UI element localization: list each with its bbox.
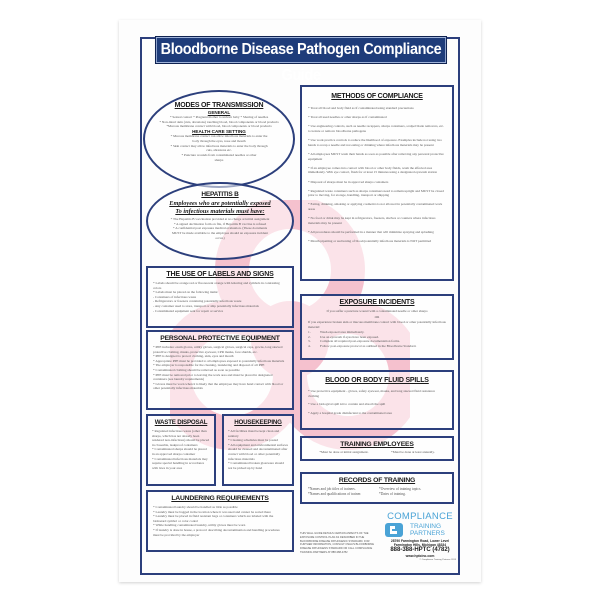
general-item: *Mucous membrane contact with blood, blood components or blood products	[166, 124, 272, 129]
health-care-item: * Mucous membrane contact can allow infectious materials to enter the body through the eyes, nose and mouth	[170, 134, 268, 143]
methods-item: * Use engineering controls, such as needle recappers, sharps containers, scalpel blade removers, etc. to isolate or remove bloodborne pathogens	[308, 124, 444, 133]
ppe-item: * Gloves must be worn when it is likely that the employee may have hand contact with blood or other potentially infectious materials	[153, 381, 284, 391]
records-of-training-section	[300, 472, 454, 504]
housekeeping-item: * All facilities must be kept clean and sanitary	[228, 429, 280, 438]
ppe-list	[153, 345, 287, 391]
hepatitis-b-item: * The Hepatitis B vaccination provided at no charge at initial assignment	[170, 217, 270, 221]
waste-item: * Contaminated sharps should be placed in an approved sharps container	[152, 447, 207, 456]
labels-item: - Contaminated equipment sent for repair or service	[153, 308, 224, 313]
labels-item: * Labels must be placed on the following items:	[153, 290, 219, 295]
modes-heading: MODES OF TRANSMISSION	[174, 102, 264, 109]
ppe-heading: PERSONAL PROTECTIVE EQUIPMENT	[160, 335, 280, 342]
ppe-section	[146, 330, 294, 410]
step-text: Use an eyewash if eyes have been exposed.	[320, 334, 379, 339]
methods-of-compliance-section	[300, 85, 454, 281]
health-care-subheading: HEALTH CARE SETTING	[192, 129, 246, 135]
copyright: © Compliance Training Partners 2013	[419, 559, 456, 562]
exposure-or: OR	[374, 314, 380, 319]
ppe-item: * Contaminated clothing should be removed as soon as possible	[153, 367, 240, 372]
methods-item: * Regulated waste containers such as sharps containers need to remain upright and MUST be closed prior to moving, for storage, handling, transport or shipping	[308, 188, 444, 198]
waste-disposal-section	[146, 414, 216, 486]
housekeeping-item: * Cleaning schedules must be posted	[228, 438, 279, 443]
housekeeping-item: * All equipment and environmental surfaces should be cleaned and decontaminated after contact with blood or other potentially infectious materials	[228, 442, 288, 461]
labels-item: - Any container used to store, transport or ship potentially infectious materials	[153, 303, 259, 308]
hepatitis-b-item: * A confidential post exposure medical evaluation. (These documents MUST be made available to the employee should an exposure incident occur.)	[172, 226, 268, 240]
health-care-item: * Skin contact may allow infectious materials to enter the body through cuts, abrasions etc.	[170, 143, 268, 153]
laundering-heading: LAUNDERING REQUIREMENTS	[171, 495, 269, 502]
methods-item: * Treat all blood and body fluid as if contaminated using standard precautions	[308, 106, 414, 110]
exposure-intro: If you suffer a puncture wound with a contaminated needle or other sharps	[326, 309, 428, 313]
housekeeping-heading: HOUSEKEEPING	[234, 419, 282, 426]
labels-list	[153, 281, 287, 313]
company-logo	[384, 512, 456, 570]
labels-and-signs-section	[146, 266, 294, 328]
laundering-item: * Contaminated laundry should be handled as little as possible	[153, 505, 238, 509]
labels-heading: THE USE OF LABELS AND SIGNS	[166, 271, 274, 278]
methods-item: * Disposal of sharps must be in approved sharps containers	[308, 179, 389, 184]
logo-compliance: COMPLIANCE	[387, 511, 453, 522]
general-subheading: GENERAL	[207, 110, 231, 115]
laundering-item: * If laundry is done in house, a protocol describing decontamination and handling procedures must be provided by the employer	[153, 527, 280, 537]
hepatitis-b-heading: HEPATITIS B	[201, 191, 239, 198]
hepatitis-b-item: * A signed declination form on file, if Hepatitis B vaccine is refused	[173, 221, 267, 226]
hepatitis-b-subheading-1: Employees who are potentially exposed	[169, 200, 271, 207]
spills-list	[308, 389, 446, 415]
methods-item: * No food or drink may be kept in refrigerators, freezers, shelves or counters where infectious materials may be present	[308, 216, 436, 225]
training-item: *Must be done at least annually.	[391, 450, 435, 454]
ppe-item: * Appropriate PPE must be provided to all employees exposed to potentially infectious materials	[153, 358, 285, 363]
housekeeping-list	[228, 429, 288, 470]
website: www.hptcinc.com	[405, 554, 435, 559]
ppe-item: * PPE includes: exam gloves, utility gloves, surgical gloves, surgical caps, gowns, long sleeved protective clothing, masks, protective eyewear, CPR masks, face shields, etc.	[153, 345, 283, 354]
step-number: 4.	[308, 343, 311, 348]
waste-list	[152, 429, 210, 470]
waste-item: * Contaminated infectious materials may require special handling in accordance with laws in your area	[152, 456, 208, 470]
step-number: 3.	[308, 339, 311, 344]
step-text: Complete all required post-exposure documentation forms.	[320, 339, 401, 344]
methods-item: * Mouth pipetting or suctioning of blood/potentially infectious materials is NOT permitted	[308, 239, 432, 244]
spills-heading: BLOOD OR BODY FLUID SPILLS	[325, 377, 429, 384]
training-item: *Must be done at initial assignment.	[319, 450, 369, 454]
step-number: 2.	[308, 334, 311, 339]
spills-item: * Use a biological spill kit to contain and absorb the spill	[308, 402, 386, 407]
labels-item: - Refrigerators or freezers containing potentially infectious waste	[153, 299, 242, 304]
general-item: * Sexual contact * Pregnant mother to unborn baby * Sharing of needles	[169, 115, 269, 119]
methods-item: * All employees MUST wash their hands as soon as possible after removing any personal protective equipment	[308, 151, 444, 161]
health-care-item: * Puncture wounds from contaminated needles or other sharps	[181, 152, 257, 162]
methods-item: * Use work practice controls to reduce the likelihood of exposure. Examples include not using two hands to recap a needle and not eating or drinking where infectious materials may be present	[308, 138, 442, 147]
ppe-item: * PPE is designed to protect clothing, skin, eyes and mouth	[153, 354, 234, 359]
address-line-2: Farmington Hills, Michigan 48334	[393, 543, 447, 548]
exposure-heading: EXPOSURE INCIDENTS	[339, 299, 415, 306]
laundering-item: * While handling contaminated laundry, utility gloves must be worn	[153, 523, 246, 528]
modes-of-transmission-section	[143, 90, 295, 188]
training-heading: TRAINING EMPLOYEES	[340, 441, 414, 448]
methods-item: * Eating, drinking, smoking or applying cosmetics is not allowed in potentially contaminated work areas	[308, 202, 443, 212]
spills-item: * Apply a hospital grade disinfectant to the contaminated area	[308, 410, 392, 415]
hepatitis-b-subheading-2: To infectious materials must have:	[175, 208, 265, 215]
exposure-step	[308, 344, 446, 349]
methods-item: * Treat all used needles or other sharps as if contaminated	[308, 115, 387, 120]
step-text: Follow post-exposure protocol as outlined in the Bloodborne Standard.	[320, 343, 417, 348]
methods-heading: METHODS OF COMPLIANCE	[331, 93, 423, 100]
logo-training: TRAINING	[410, 522, 442, 530]
exposure-incidents-section	[300, 294, 454, 360]
labels-item: - Containers of infectious waste	[153, 294, 197, 299]
phone-number: 888-388-HPTC (4782)	[390, 547, 450, 554]
records-item: *Names and job titles of trainers.	[308, 487, 356, 491]
training-employees-section	[300, 436, 454, 461]
labels-item: * Labels should be orange red or fluorescent orange with lettering and symbols in contrasting colors	[153, 281, 280, 290]
spills-item: * Use protective equipment - gloves, safety eyewear, masks, and long sleeved fluid resistance clothing	[308, 389, 435, 398]
housekeeping-item: * Contaminated broken glassware should not be picked up by hand	[228, 461, 284, 470]
ppe-item: * The employer is responsible for the cleaning, laundering and disposal of all PPE	[153, 363, 265, 368]
laundering-item: * Laundry must be placed in fluid resistant bags or containers which are labeled with the biohazard symbol or color coded	[153, 514, 274, 523]
address-line-1: 28790 Farmington Road, Lower Level	[390, 539, 450, 543]
laundering-item: * Laundry must be bagged in the location where it was used and cannot be sorted there	[153, 509, 271, 514]
hepatitis-b-section	[146, 182, 294, 260]
footer-disclaimer: THIS WALL GUIDE DETAILS CERTAIN ASPECTS OF THE EXPOSURE CONTROL PLAN AS DESCRIBED IN THE BLOODBORNE DISEASE PATHOGENIC STANDARD. FOR FURTHER INFORMATION, CONSULT OSHA'S BLOODBORNE DISEASE PATHOGENS STANDARD OR CALL COMPLIANCE TRAINING PARTNERS AT 888-388-4782	[300, 532, 374, 554]
step-number: 1.	[308, 329, 311, 334]
waste-heading: WASTE DISPOSAL	[154, 419, 208, 426]
records-item: *Overview of training topics.	[379, 487, 422, 491]
step-text: Wash exposed area immediately.	[320, 329, 365, 334]
methods-list	[308, 106, 446, 244]
general-item: * Non-intact skin (cuts, abrasions) touching blood, blood components or blood products	[159, 119, 279, 124]
ppe-item: * PPE must be removed prior to leaving the work area and must be placed in designated containers (see laundry requirements)	[153, 372, 273, 382]
poster-title: Bloodborne Disease Pathogen Compliance Guide	[155, 36, 447, 64]
waste-item: * Regulated infectious waste (other than sharps, which has not already been rendered non-infectious) should be placed in closeable, leakproof containers	[152, 429, 210, 447]
records-item: *Dates of training.	[379, 491, 406, 496]
records-heading: RECORDS OF TRAINING	[338, 477, 416, 484]
records-item: *Names and qualifications of trainer.	[308, 491, 362, 496]
laundering-section	[146, 490, 294, 552]
laundering-list	[153, 505, 287, 537]
logo-mark-icon	[384, 522, 404, 538]
housekeeping-section	[222, 414, 294, 486]
methods-item: * If an employee comes into contact with blood or other body fluids, wash the affected area immediately. With eye contact, flush for at least 15 minutes using a designated eyewash station	[308, 165, 437, 175]
blood-spills-section	[300, 370, 454, 430]
logo-partners: PARTNERS	[410, 530, 445, 537]
methods-item: * All procedures should be performed in a manner that will minimize spraying and splashing	[308, 230, 434, 235]
exposure-intro-2: If you experience broken skin or mucous membrane contact with blood or other potentially infectious material:	[308, 320, 446, 330]
